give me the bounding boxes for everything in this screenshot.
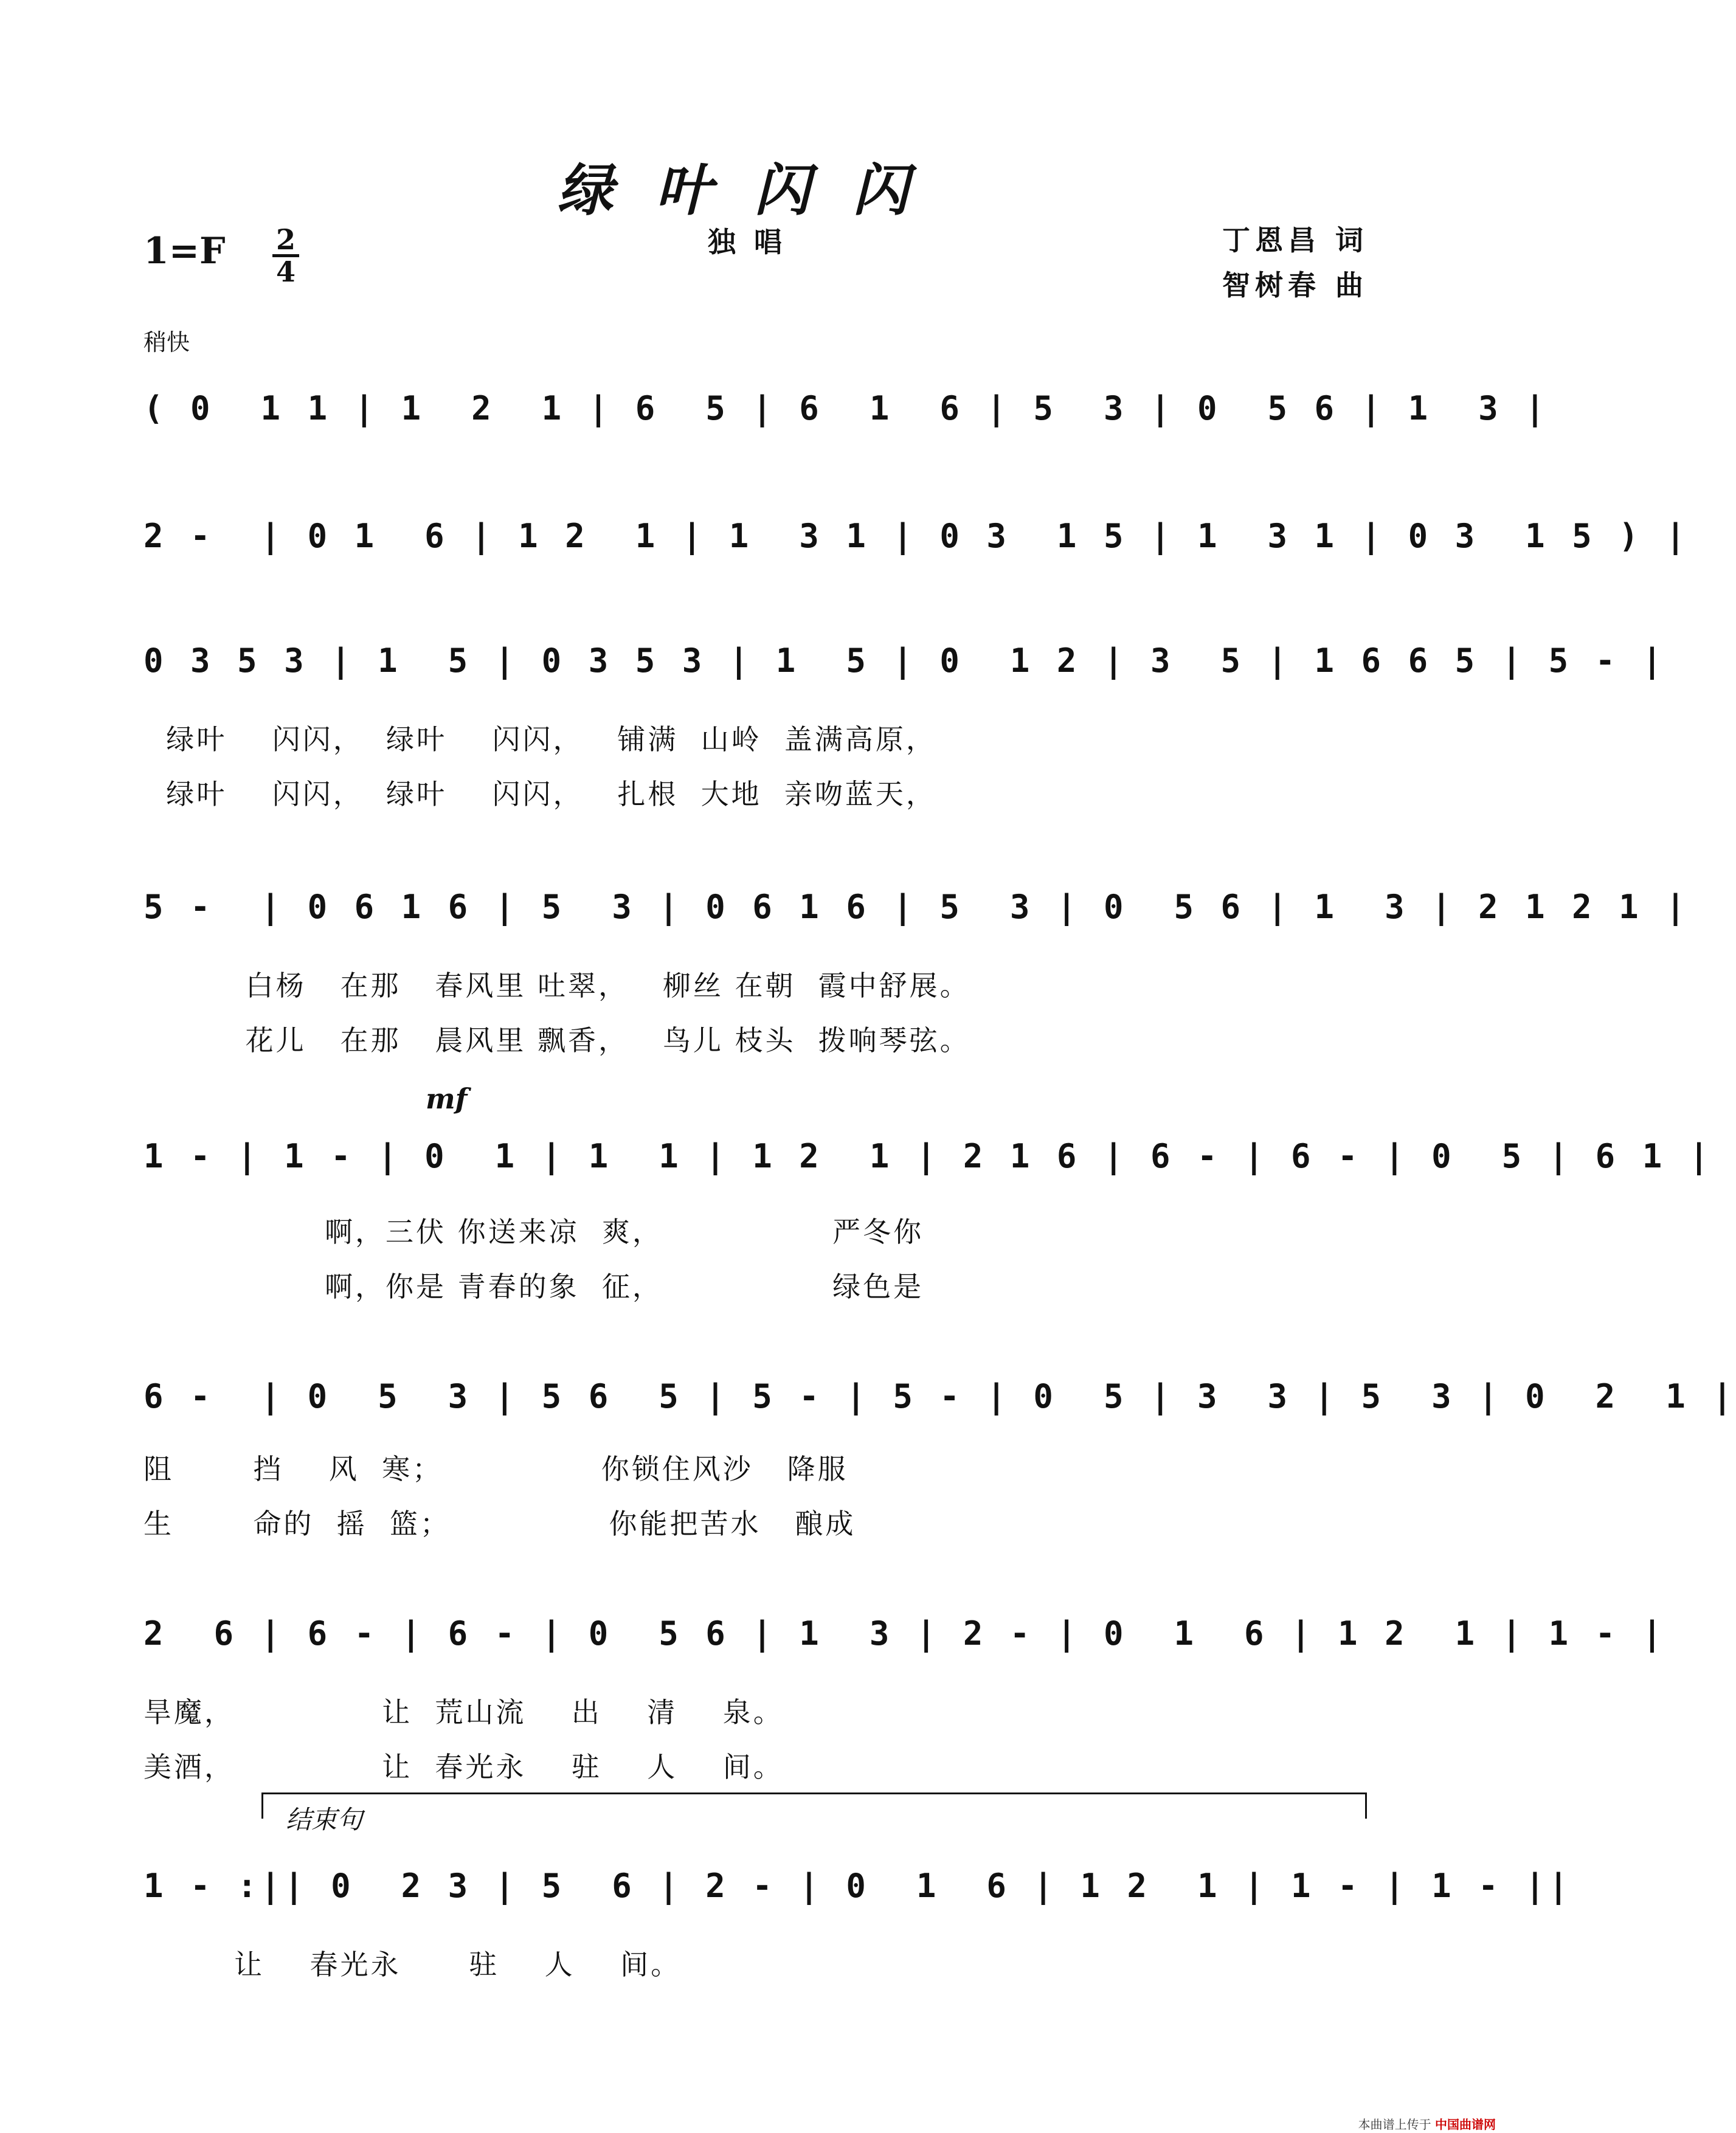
footer-text: 本曲谱上传于 bbox=[1358, 2117, 1431, 2132]
credits bbox=[1222, 218, 1368, 308]
key-signature: 1=F bbox=[144, 230, 226, 272]
score-line-3: 0 3 5 3 | 1 5 | 0 3 5 3 | 1 5 | 0 1 2 | 3 5 | 1 6 6 5 | 5 - | bbox=[144, 641, 1666, 680]
score-line-5: 1 - | 1 - | 0 1 | 1 1 | 1 2 1 | 2 1 6 | 6 - | 6 - | 0 5 | 6 1 | bbox=[144, 1137, 1713, 1175]
lyric-line-5-verse-1: 啊，三伏 你送来凉 爽， 严冬你 bbox=[144, 1215, 924, 1248]
score-line-4: 5 - | 0 6 1 6 | 5 3 | 0 6 1 6 | 5 3 | 0 5 6 | 1 3 | 2 1 2 1 | bbox=[144, 888, 1689, 926]
score-line-1: ( 0 1 1 | 1 2 1 | 6 5 | 6 1 6 | 5 3 | 0 5 6 | 1 3 | bbox=[144, 389, 1549, 427]
composer: 智树春 曲 bbox=[1222, 269, 1368, 302]
lyric-line-3-verse-1: 绿叶 闪闪， 绿叶 闪闪， 铺满 山岭 盖满高原， bbox=[144, 723, 936, 756]
lyric-line-4-verse-2: 花儿 在那 晨风里 飘香， 鸟儿 枝头 拨响琴弦。 bbox=[144, 1024, 970, 1057]
song-genre: 独唱 bbox=[708, 226, 800, 258]
lyricist: 丁恩昌 词 bbox=[1222, 224, 1368, 257]
time-sig-bottom: 4 bbox=[275, 255, 296, 288]
time-signature bbox=[272, 225, 299, 286]
ending-label: 结束句 bbox=[286, 1805, 363, 1834]
lyric-line-6-verse-2: 生 命的 摇 篮； 你能把苦水 酿成 bbox=[144, 1507, 856, 1540]
lyric-line-3-verse-2: 绿叶 闪闪， 绿叶 闪闪， 扎根 大地 亲吻蓝天， bbox=[144, 778, 936, 811]
footer-site[interactable]: 中国曲谱网 bbox=[1435, 2117, 1496, 2132]
score-line-6: 6 - | 0 5 3 | 5 6 5 | 5 - | 5 - | 0 5 | 3 3 | 5 3 | 0 2 1 | bbox=[144, 1377, 1736, 1416]
song-title: 绿叶闪闪 bbox=[556, 157, 951, 223]
score-line-8: 1 - :|| 0 2 3 | 5 6 | 2 - | 0 1 6 | 1 2 1 | 1 - | 1 - || bbox=[144, 1867, 1572, 1905]
score-line-2: 2 - | 0 1 6 | 1 2 1 | 1 3 1 | 0 3 1 5 | 1 3 1 | 0 3 1 5 ) | bbox=[144, 517, 1689, 555]
lyric-line-8: 让 春光永 驻 人 间。 bbox=[144, 1948, 682, 1981]
score-line-7: 2 6 | 6 - | 6 - | 0 5 6 | 1 3 | 2 - | 0 1 6 | 1 2 1 | 1 - | bbox=[144, 1614, 1666, 1653]
dynamic-marking: mf bbox=[426, 1082, 468, 1115]
ending-bracket bbox=[261, 1792, 1367, 1819]
lyric-line-7-verse-1: 旱魔， 让 荒山流 出 清 泉。 bbox=[144, 1696, 784, 1729]
tempo-marking: 稍快 bbox=[144, 329, 190, 356]
lyric-line-6-verse-1: 阻 挡 风 寒； 你锁住风沙 降服 bbox=[144, 1453, 848, 1485]
footer-credit bbox=[1358, 2115, 1496, 2132]
time-sig-top: 2 bbox=[275, 223, 296, 256]
lyric-line-7-verse-2: 美酒， 让 春光永 驻 人 间。 bbox=[144, 1751, 784, 1783]
lyric-line-4-verse-1: 白杨 在那 春风里 吐翠， 柳丝 在朝 霞中舒展。 bbox=[144, 969, 970, 1002]
lyric-line-5-verse-2: 啊，你是 青春的象 征， 绿色是 bbox=[144, 1270, 924, 1303]
